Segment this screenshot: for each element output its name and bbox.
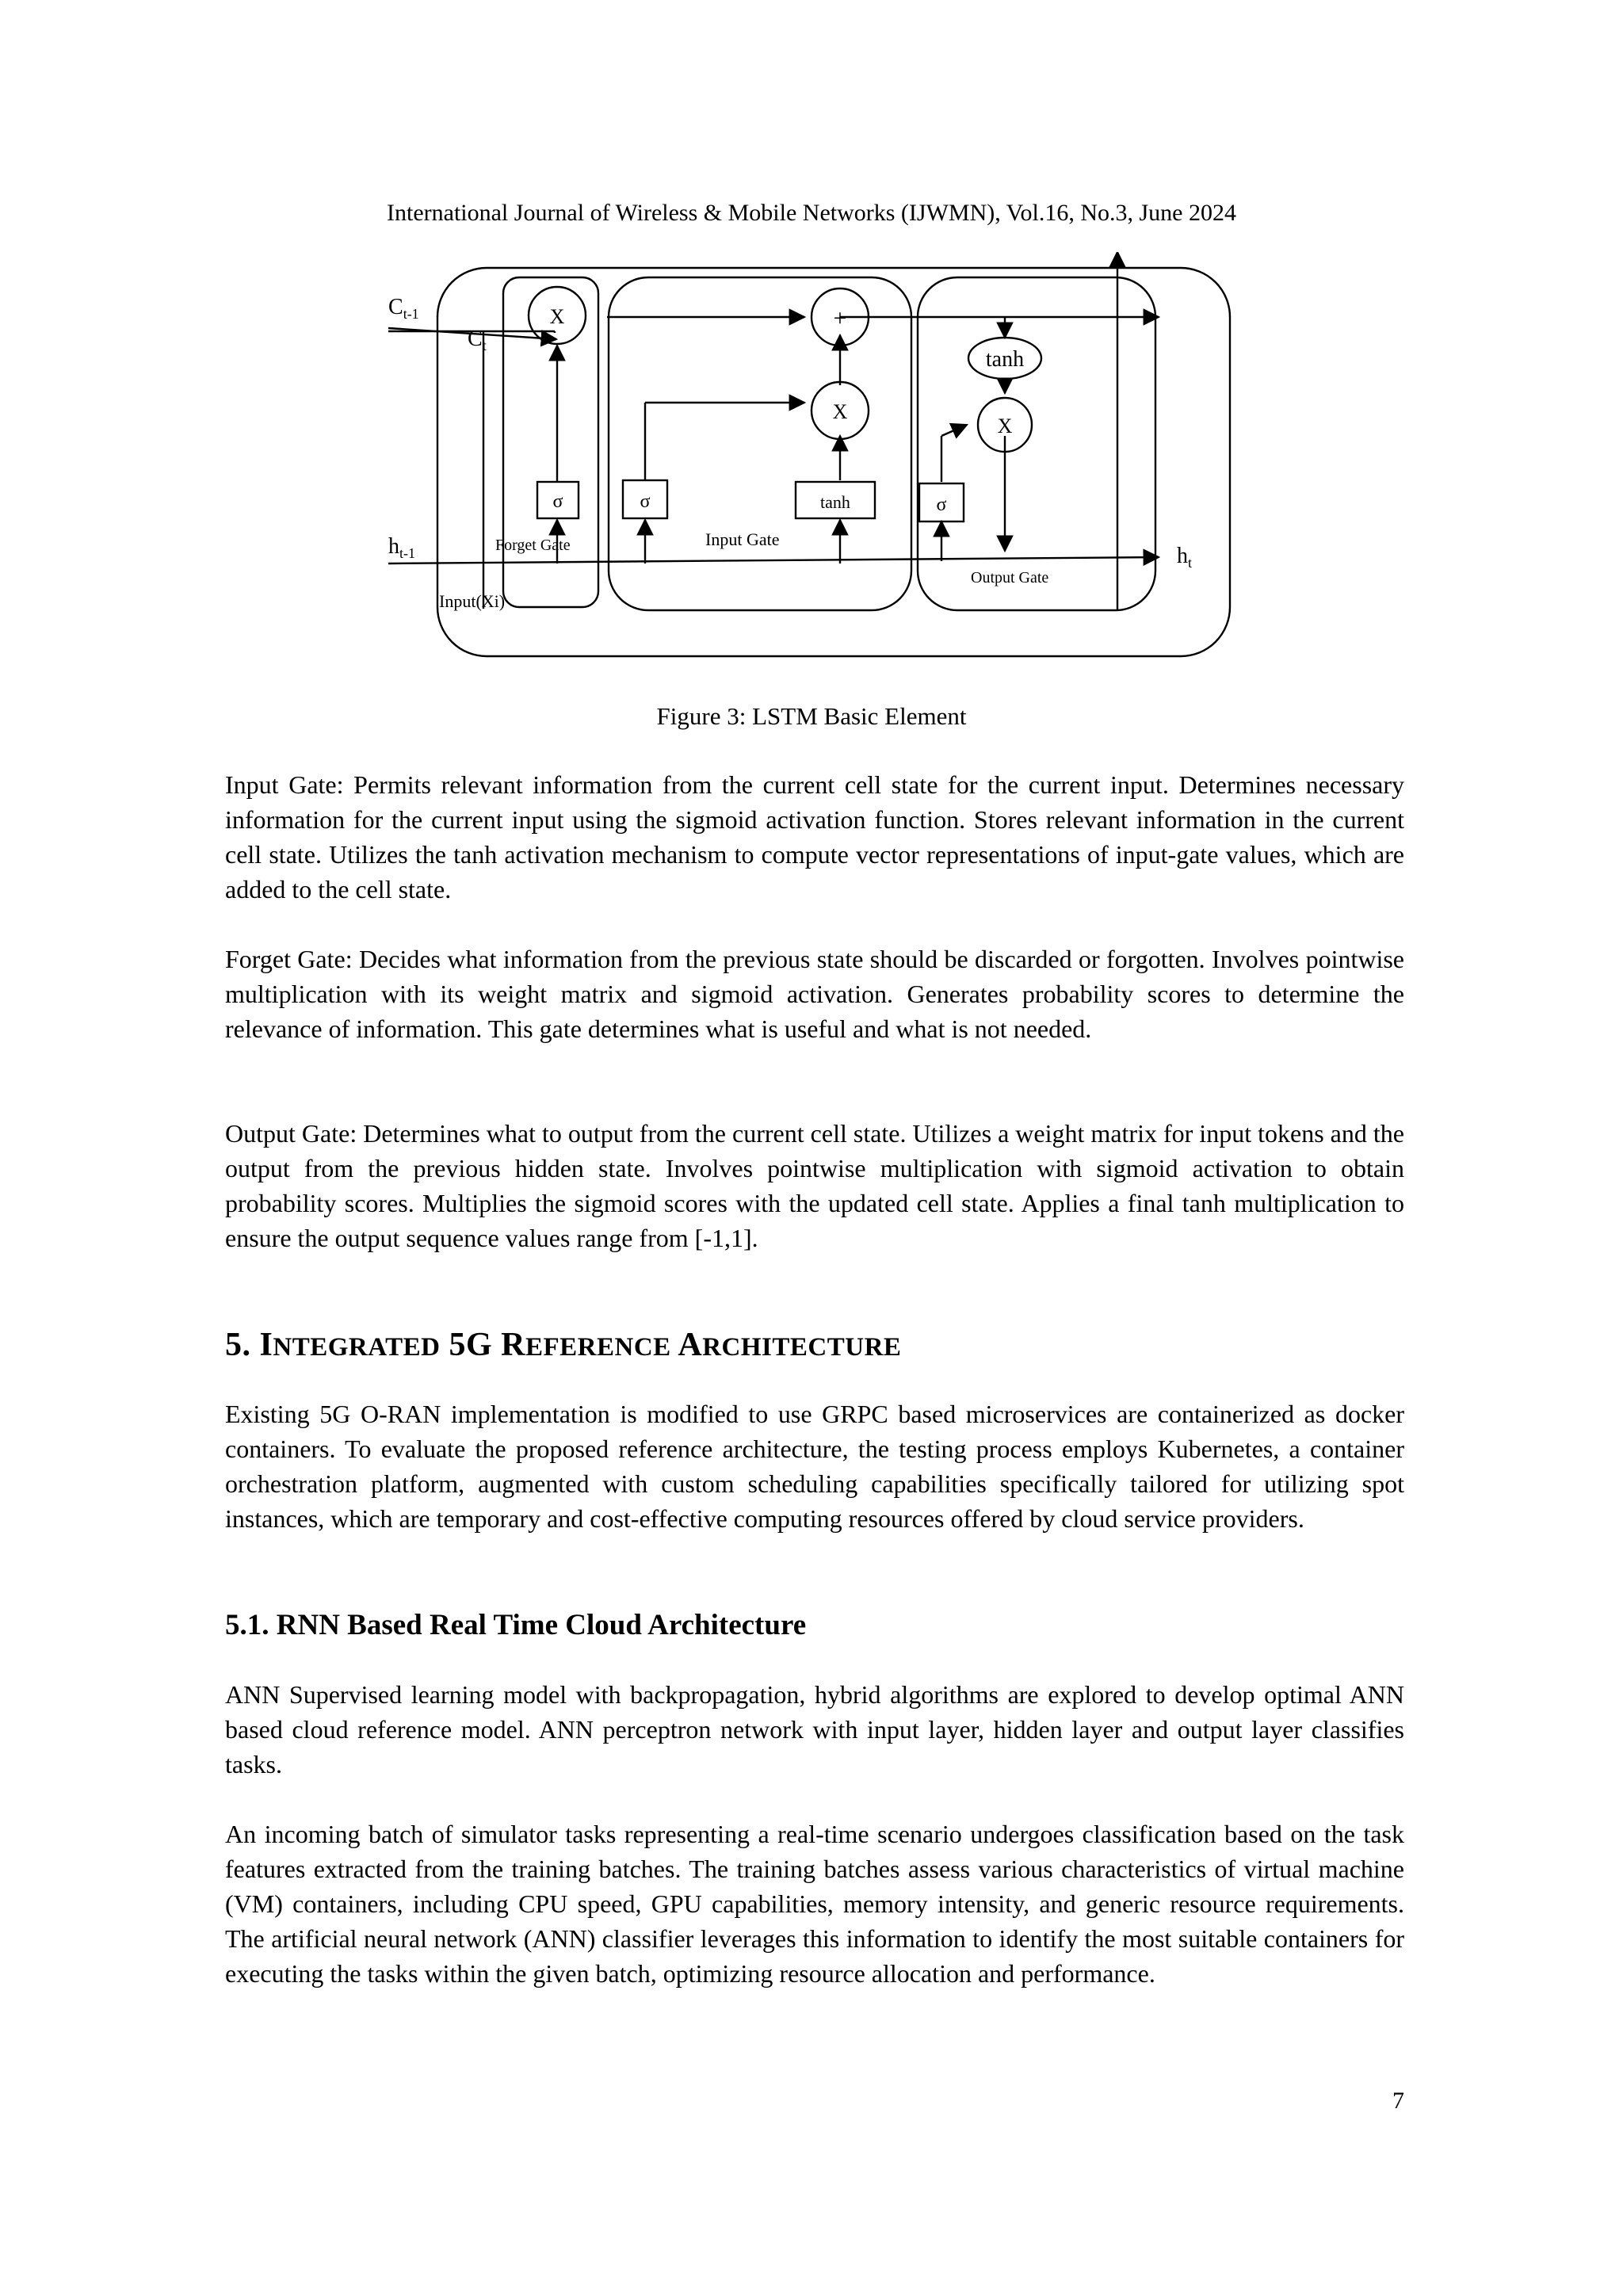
paragraph-forget-gate: Forget Gate: Decides what information from the previous state should be discarded or forgotten. Involves pointwise multiplication with its weight matrix and sigmoid activation. Generates probability scores to determine the relevance of information. This gate determines what is useful and what is not needed. xyxy=(225,945,1404,1043)
label-sigma-2: σ xyxy=(640,491,651,512)
label-tanh-node: tanh xyxy=(985,347,1025,372)
label-input: Input(Xi) xyxy=(439,591,506,611)
paragraph-output-gate: Output Gate: Determines what to output from the current cell state. Utilizes a weight matrix for input tokens and the output from the previous hidden state. Involves pointwise multiplication with sigmoid activation to obtain probability scores. Multiplies the sigmoid scores with the updated cell state. Applies a final tanh multiplication to ensure the output sequence values range from [-1,1]. xyxy=(225,1119,1404,1252)
section-heading-5: 5. INTEGRATED 5G REFERENCE ARCHITECTURE xyxy=(225,1327,902,1363)
lstm-diagram xyxy=(372,252,1252,680)
label-tanh-box: tanh xyxy=(820,492,850,512)
label-mult-2: X xyxy=(832,400,848,423)
label-c-t: $C_t$ xyxy=(468,327,487,353)
label-c-prev: $C_{t-1}$ xyxy=(388,295,419,322)
paragraph-section51-2: An incoming batch of simulator tasks representing a real-time scenario undergoes classification based on the task features extracted from the training batches. The training batches assess various characteristics of virtual machine (VM) containers, including CPU speed, GPU capabilities, memory intensity, and generic resource requirements. The artificial neural network (ANN) classifier leverages this information to identify the most suitable containers for executing the tasks within the given batch, optimizing resource allocation and performance. xyxy=(225,1820,1404,1988)
label-h-prev: $h_{t-1}$ xyxy=(388,534,415,561)
section-heading-5-1: 5.1. RNN Based Real Time Cloud Architecture xyxy=(225,1609,807,1641)
label-h-t: $h_t$ xyxy=(1177,544,1193,571)
label-mult-3: X xyxy=(997,415,1013,437)
paragraph-section5: Existing 5G O-RAN implementation is modified to use GRPC based microservices are containerized as docker containers. To evaluate the proposed reference architecture, the testing process employs Kubernetes, a container orchestration platform, augmented with custom scheduling capabilities specifically tailored for utilizing spot instances, which are temporary and cost-effective computing resources offered by cloud service providers. xyxy=(225,1400,1404,1533)
label-input-gate: Input Gate xyxy=(705,529,780,549)
label-sigma-1: σ xyxy=(552,491,563,512)
output-gate-box xyxy=(918,277,1155,610)
label-output-gate: Output Gate xyxy=(971,569,1049,586)
running-head: International Journal of Wireless & Mobile Networks (IJWMN), Vol.16, No.3, June 2024 xyxy=(387,200,1236,226)
label-mult-1: X xyxy=(549,305,565,328)
paragraph-section51-1: ANN Supervised learning model with backpropagation, hybrid algorithms are explored to develop optimal ANN based cloud reference model. ANN perceptron network with input layer, hidden layer and output layer classifies tasks. xyxy=(225,1680,1404,1778)
label-add: + xyxy=(833,305,847,331)
label-sigma-3: σ xyxy=(936,495,947,515)
paragraph-input-gate: Input Gate: Permits relevant information from the current cell state for the current input. Determines necessary information for the current input using the sigmoid activation function. Stores relevant information in the current cell state. Utilizes the tanh activation mechanism to compute vector representations of input-gate values, which are added to the cell state. xyxy=(225,770,1404,904)
figure-caption: Figure 3: LSTM Basic Element xyxy=(656,702,967,730)
page-number: 7 xyxy=(1392,2088,1404,2114)
label-forget-gate: Forget Gate xyxy=(495,537,571,554)
